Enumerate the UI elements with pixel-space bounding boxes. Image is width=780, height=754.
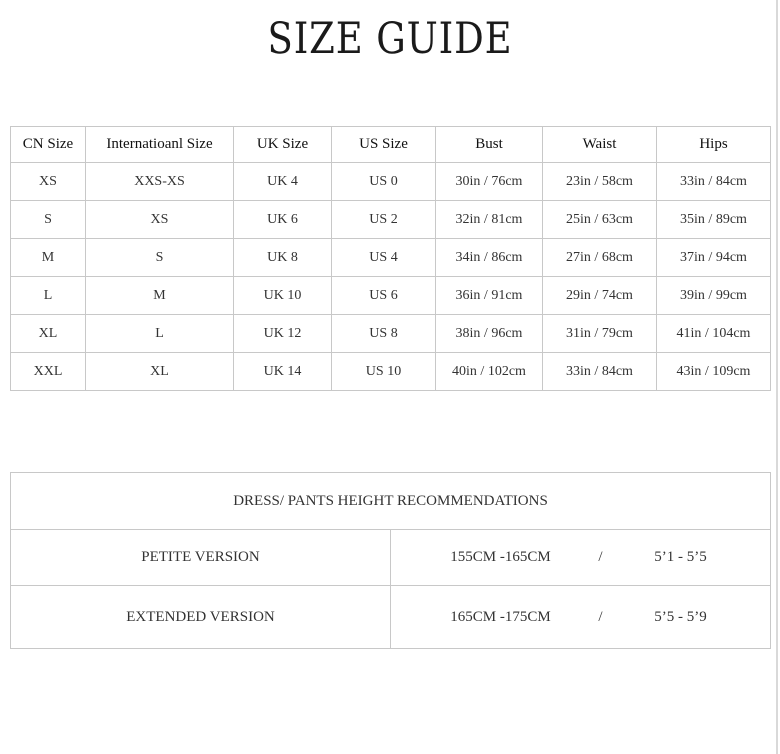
header-waist: Waist xyxy=(543,127,657,163)
cell-bust: 40in / 102cm xyxy=(436,353,543,391)
cell-waist: 29in / 74cm xyxy=(543,277,657,315)
cell-bust: 30in / 76cm xyxy=(436,163,543,201)
height-range-cm: 155CM -165CM xyxy=(450,549,551,565)
table-row xyxy=(11,239,771,277)
header-international-size: Internatioanl Size xyxy=(86,127,234,163)
table-row xyxy=(11,277,771,315)
cell-waist: 25in / 63cm xyxy=(543,201,657,239)
cell-bust: 36in / 91cm xyxy=(436,277,543,315)
size-chart-table xyxy=(10,126,771,391)
cell-uk-size: UK 6 xyxy=(234,201,332,239)
table-row xyxy=(11,201,771,239)
header-us-size: US Size xyxy=(332,127,436,163)
height-table-title: DRESS/ PANTS HEIGHT RECOMMENDATIONS xyxy=(11,473,771,530)
cell-uk-size: UK 4 xyxy=(234,163,332,201)
table-row xyxy=(11,315,771,353)
header-bust: Bust xyxy=(436,127,543,163)
cell-uk-size: UK 12 xyxy=(234,315,332,353)
page-title: SIZE GUIDE xyxy=(267,14,513,64)
height-range-ft: 5’1 - 5’5 xyxy=(654,549,707,565)
cell-hips: 43in / 109cm xyxy=(657,353,771,391)
cell-international-size: M xyxy=(86,277,234,315)
cell-international-size: XXS-XS xyxy=(86,163,234,201)
header-uk-size: UK Size xyxy=(234,127,332,163)
cell-waist: 33in / 84cm xyxy=(543,353,657,391)
height-range-ft: 5’5 - 5’9 xyxy=(654,608,707,625)
cell-hips: 39in / 99cm xyxy=(657,277,771,315)
range-separator: / xyxy=(598,549,603,565)
version-label: PETITE VERSION xyxy=(11,530,391,586)
height-range xyxy=(391,586,771,649)
cell-bust: 34in / 86cm xyxy=(436,239,543,277)
cell-cn-size: XL xyxy=(11,315,86,353)
cell-cn-size: S xyxy=(11,201,86,239)
cell-international-size: XL xyxy=(86,353,234,391)
cell-uk-size: UK 14 xyxy=(234,353,332,391)
cell-us-size: US 4 xyxy=(332,239,436,277)
cell-uk-size: UK 8 xyxy=(234,239,332,277)
size-table-header-row xyxy=(11,127,771,163)
cell-us-size: US 2 xyxy=(332,201,436,239)
table-row xyxy=(11,163,771,201)
page-edge-divider xyxy=(776,0,778,754)
header-cn-size: CN Size xyxy=(11,127,86,163)
cell-cn-size: XS xyxy=(11,163,86,201)
cell-cn-size: XXL xyxy=(11,353,86,391)
cell-waist: 23in / 58cm xyxy=(543,163,657,201)
table-row xyxy=(11,586,771,649)
cell-cn-size: M xyxy=(11,239,86,277)
range-separator: / xyxy=(598,608,603,625)
cell-international-size: L xyxy=(86,315,234,353)
cell-hips: 35in / 89cm xyxy=(657,201,771,239)
cell-international-size: S xyxy=(86,239,234,277)
cell-us-size: US 10 xyxy=(332,353,436,391)
cell-waist: 27in / 68cm xyxy=(543,239,657,277)
cell-us-size: US 6 xyxy=(332,277,436,315)
cell-international-size: XS xyxy=(86,201,234,239)
cell-us-size: US 0 xyxy=(332,163,436,201)
version-label: EXTENDED VERSION xyxy=(11,586,391,649)
cell-uk-size: UK 10 xyxy=(234,277,332,315)
cell-hips: 37in / 94cm xyxy=(657,239,771,277)
cell-bust: 32in / 81cm xyxy=(436,201,543,239)
cell-cn-size: L xyxy=(11,277,86,315)
table-row xyxy=(11,530,771,586)
cell-hips: 41in / 104cm xyxy=(657,315,771,353)
height-range-cm: 165CM -175CM xyxy=(450,608,551,625)
cell-bust: 38in / 96cm xyxy=(436,315,543,353)
height-recommendations-table xyxy=(10,472,771,649)
height-range xyxy=(391,530,771,586)
cell-us-size: US 8 xyxy=(332,315,436,353)
table-row xyxy=(11,353,771,391)
cell-hips: 33in / 84cm xyxy=(657,163,771,201)
cell-waist: 31in / 79cm xyxy=(543,315,657,353)
header-hips: Hips xyxy=(657,127,771,163)
